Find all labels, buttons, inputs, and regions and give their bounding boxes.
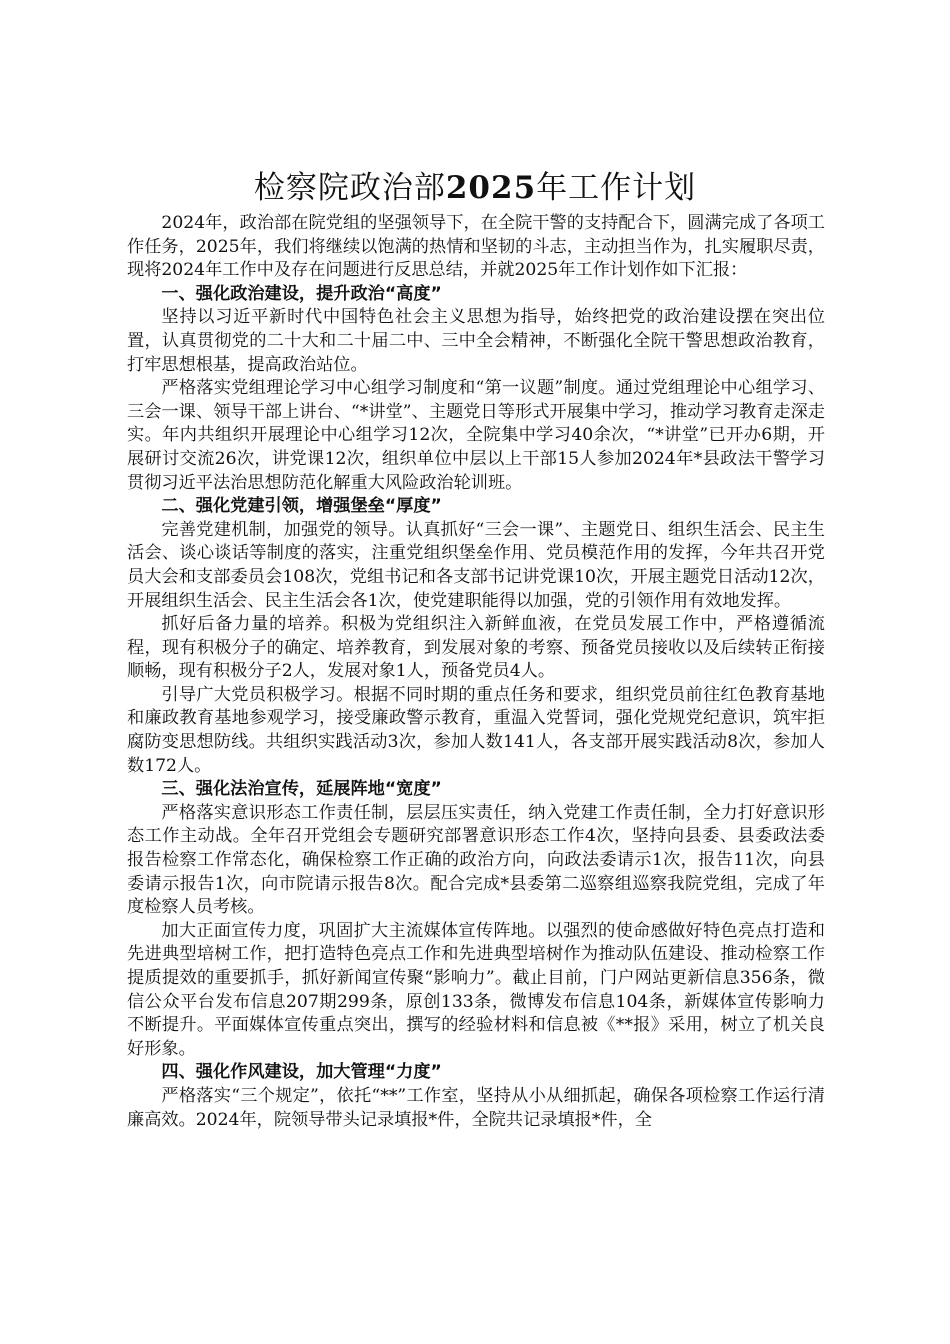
title-suffix: 年工作计划 xyxy=(536,170,697,206)
section-heading: 二、强化党建引领，增强堡垒“厚度” xyxy=(161,496,442,517)
document-title xyxy=(0,166,950,210)
body-paragraph: 2024年，政治部在院党组的坚强领导下，在全院干警的支持配合下，圆满完成了各项工作任务，2025年，我们将继续以饱满的热情和坚韧的斗志，主动担当作为，扎实履职尽责，现将2024年工作中及存在问题进行反思总结，并就2025年工作计划作如下汇报： xyxy=(127,213,825,281)
body-paragraph: 完善党建机制，加强党的领导。认真抓好“三会一课”、主题党日、组织生活会、民主生活会、谈心谈话等制度的落实，注重党组织堡垒作用、党员模范作用的发挥，今年共召开党员大会和支部委员会108次，党组书记和各支部书记讲党课10次，开展主题党日活动12次，开展组织生活会、民主生活会各1次，使党建职能得以加强，党的引领作用有效地发挥。 xyxy=(127,519,825,611)
body-paragraph: 严格落实党组理论学习中心组学习制度和“第一议题”制度。通过党组理论中心组学习、三会一课、领导干部上讲台、“*讲堂”、主题党日等形式开展集中学习，推动学习教育走深走实。年内共组织开展理论中心组学习12次，全院集中学习40余次，“*讲堂”已开办6期，开展研讨交流26次，讲党课12次，组织单位中层以上干部15人参加2024年*县政法干警学习贯彻习近平法治思想防范化解重大风险政治轮训班。 xyxy=(127,378,825,493)
title-prefix: 检察院政治部 xyxy=(253,170,446,206)
section-heading: 三、强化法治宣传，延展阵地“宽度” xyxy=(161,779,442,800)
section-heading: 四、强化作风建设，加大管理“力度” xyxy=(161,1062,442,1083)
body-paragraph: 坚持以习近平新时代中国特色社会主义思想为指导，始终把党的政治建设摆在突出位置，认真贯彻党的二十大和二十届二中、三中全会精神，不断强化全院干警思想政治教育，打牢思想根基，提高政治站位。 xyxy=(127,307,825,375)
body-paragraph: 严格落实“三个规定”，依托“**”工作室，坚持从小从细抓起，确保各项检察工作运行清廉高效。2024年，院领导带头记录填报*件，全院共记录填报*件，全 xyxy=(127,1085,825,1130)
document-body xyxy=(127,212,825,1132)
title-year: 2025 xyxy=(445,170,537,206)
body-paragraph: 加大正面宣传力度，巩固扩大主流媒体宣传阵地。以强烈的使命感做好特色亮点打造和先进典型培树工作，把打造特色亮点工作和先进典型培树作为推动队伍建设、推动检察工作提质提效的重要抓手，抓好新闻宣传聚“影响力”。截止目前，门户网站更新信息356条，微信公众平台发布信息207期299条，原创133条，微博发布信息104条，新媒体宣传影响力不断提升。平面媒体宣传重点突出，撰写的经验材料和信息被《**报》采用，树立了机关良好形象。 xyxy=(127,920,825,1059)
body-paragraph: 严格落实意识形态工作责任制，层层压实责任，纳入党建工作责任制，全力打好意识形态工作主动战。全年召开党组会专题研究部署意识形态工作4次，坚持向县委、县委政法委报告检察工作常态化，确保检察工作正确的政治方向，向政法委请示1次，报告11次，向县委请示报告1次，向市院请示报告8次。配合完成*县委第二巡察组巡察我院党组，完成了年度检察人员考核。 xyxy=(127,802,825,918)
body-paragraph: 引导广大党员积极学习。根据不同时期的重点任务和要求，组织党员前往红色教育基地和廉政教育基地参观学习，接受廉政警示教育，重温入党誓词，强化党规党纪意识，筑牢拒腐防变思想防线。共组织实践活动3次，参加人数141人，各支部开展实践活动8次，参加人数172人。 xyxy=(127,684,825,776)
body-paragraph: 抓好后备力量的培养。积极为党组织注入新鲜血液，在党员发展工作中，严格遵循流程，现有积极分子的确定、培养教育，到发展对象的考察、预备党员接收以及后续转正衔接顺畅，现有积极分子2人，发展对象1人，预备党员4人。 xyxy=(127,614,825,682)
section-heading: 一、强化政治建设，提升政治“高度” xyxy=(161,283,442,304)
